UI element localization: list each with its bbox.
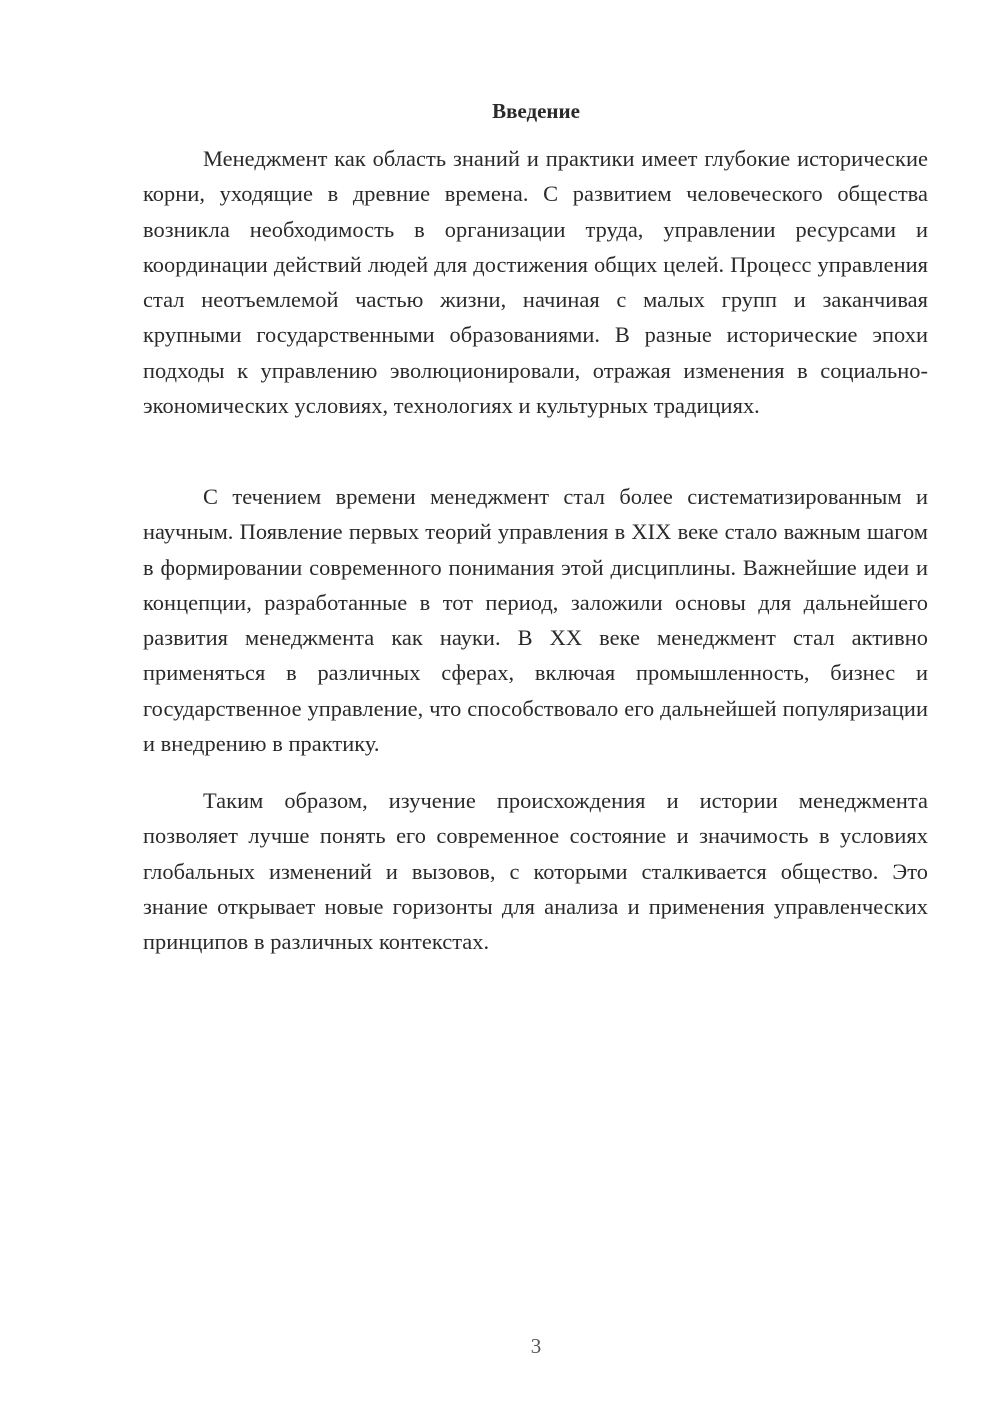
paragraph: Таким образом, изучение происхождения и истории менеджмента позволяет лучше понять его современное состояние и значимость в условиях глобальных изменений и вызовов, с которыми сталкивается общество. Это знание открывает новые горизонты для анализа и применения управленческих принципов в различных контекстах. — [143, 788, 928, 955]
page-number: 3 — [530, 1334, 542, 1358]
paragraph: Менеджмент как область знаний и практики имеет глубокие исторические корни, уходящие в древние времена. С развитием человеческого общества возникла необходимость в организации труда, управлении ресурсами и координации действий людей для достижения общих целей. Процесс управления стал неотъемлемой частью жизни, начиная с малых групп и заканчивая крупными государственными образованиями. В разные исторические эпохи подходы к управлению эволюционировали, отражая изменения в социально-экономических условиях, технологиях и культурных традициях. — [143, 146, 928, 419]
section-title: Введение — [492, 99, 580, 123]
paragraph: С течением времени менеджмент стал более систематизированным и научным. Появление первых теорий управления в XIX веке стало важным шагом в формировании современного понимания этой дисциплины. Важнейшие идеи и концепции, разработанные в тот период, заложили основы для дальнейшего развития менеджмента как науки. В XX веке менеджмент стал активно применяться в различных сферах, включая промышленность, бизнес и государственное управление, что способствовало его дальнейшей популяризации и внедрению в практику. — [143, 484, 928, 757]
